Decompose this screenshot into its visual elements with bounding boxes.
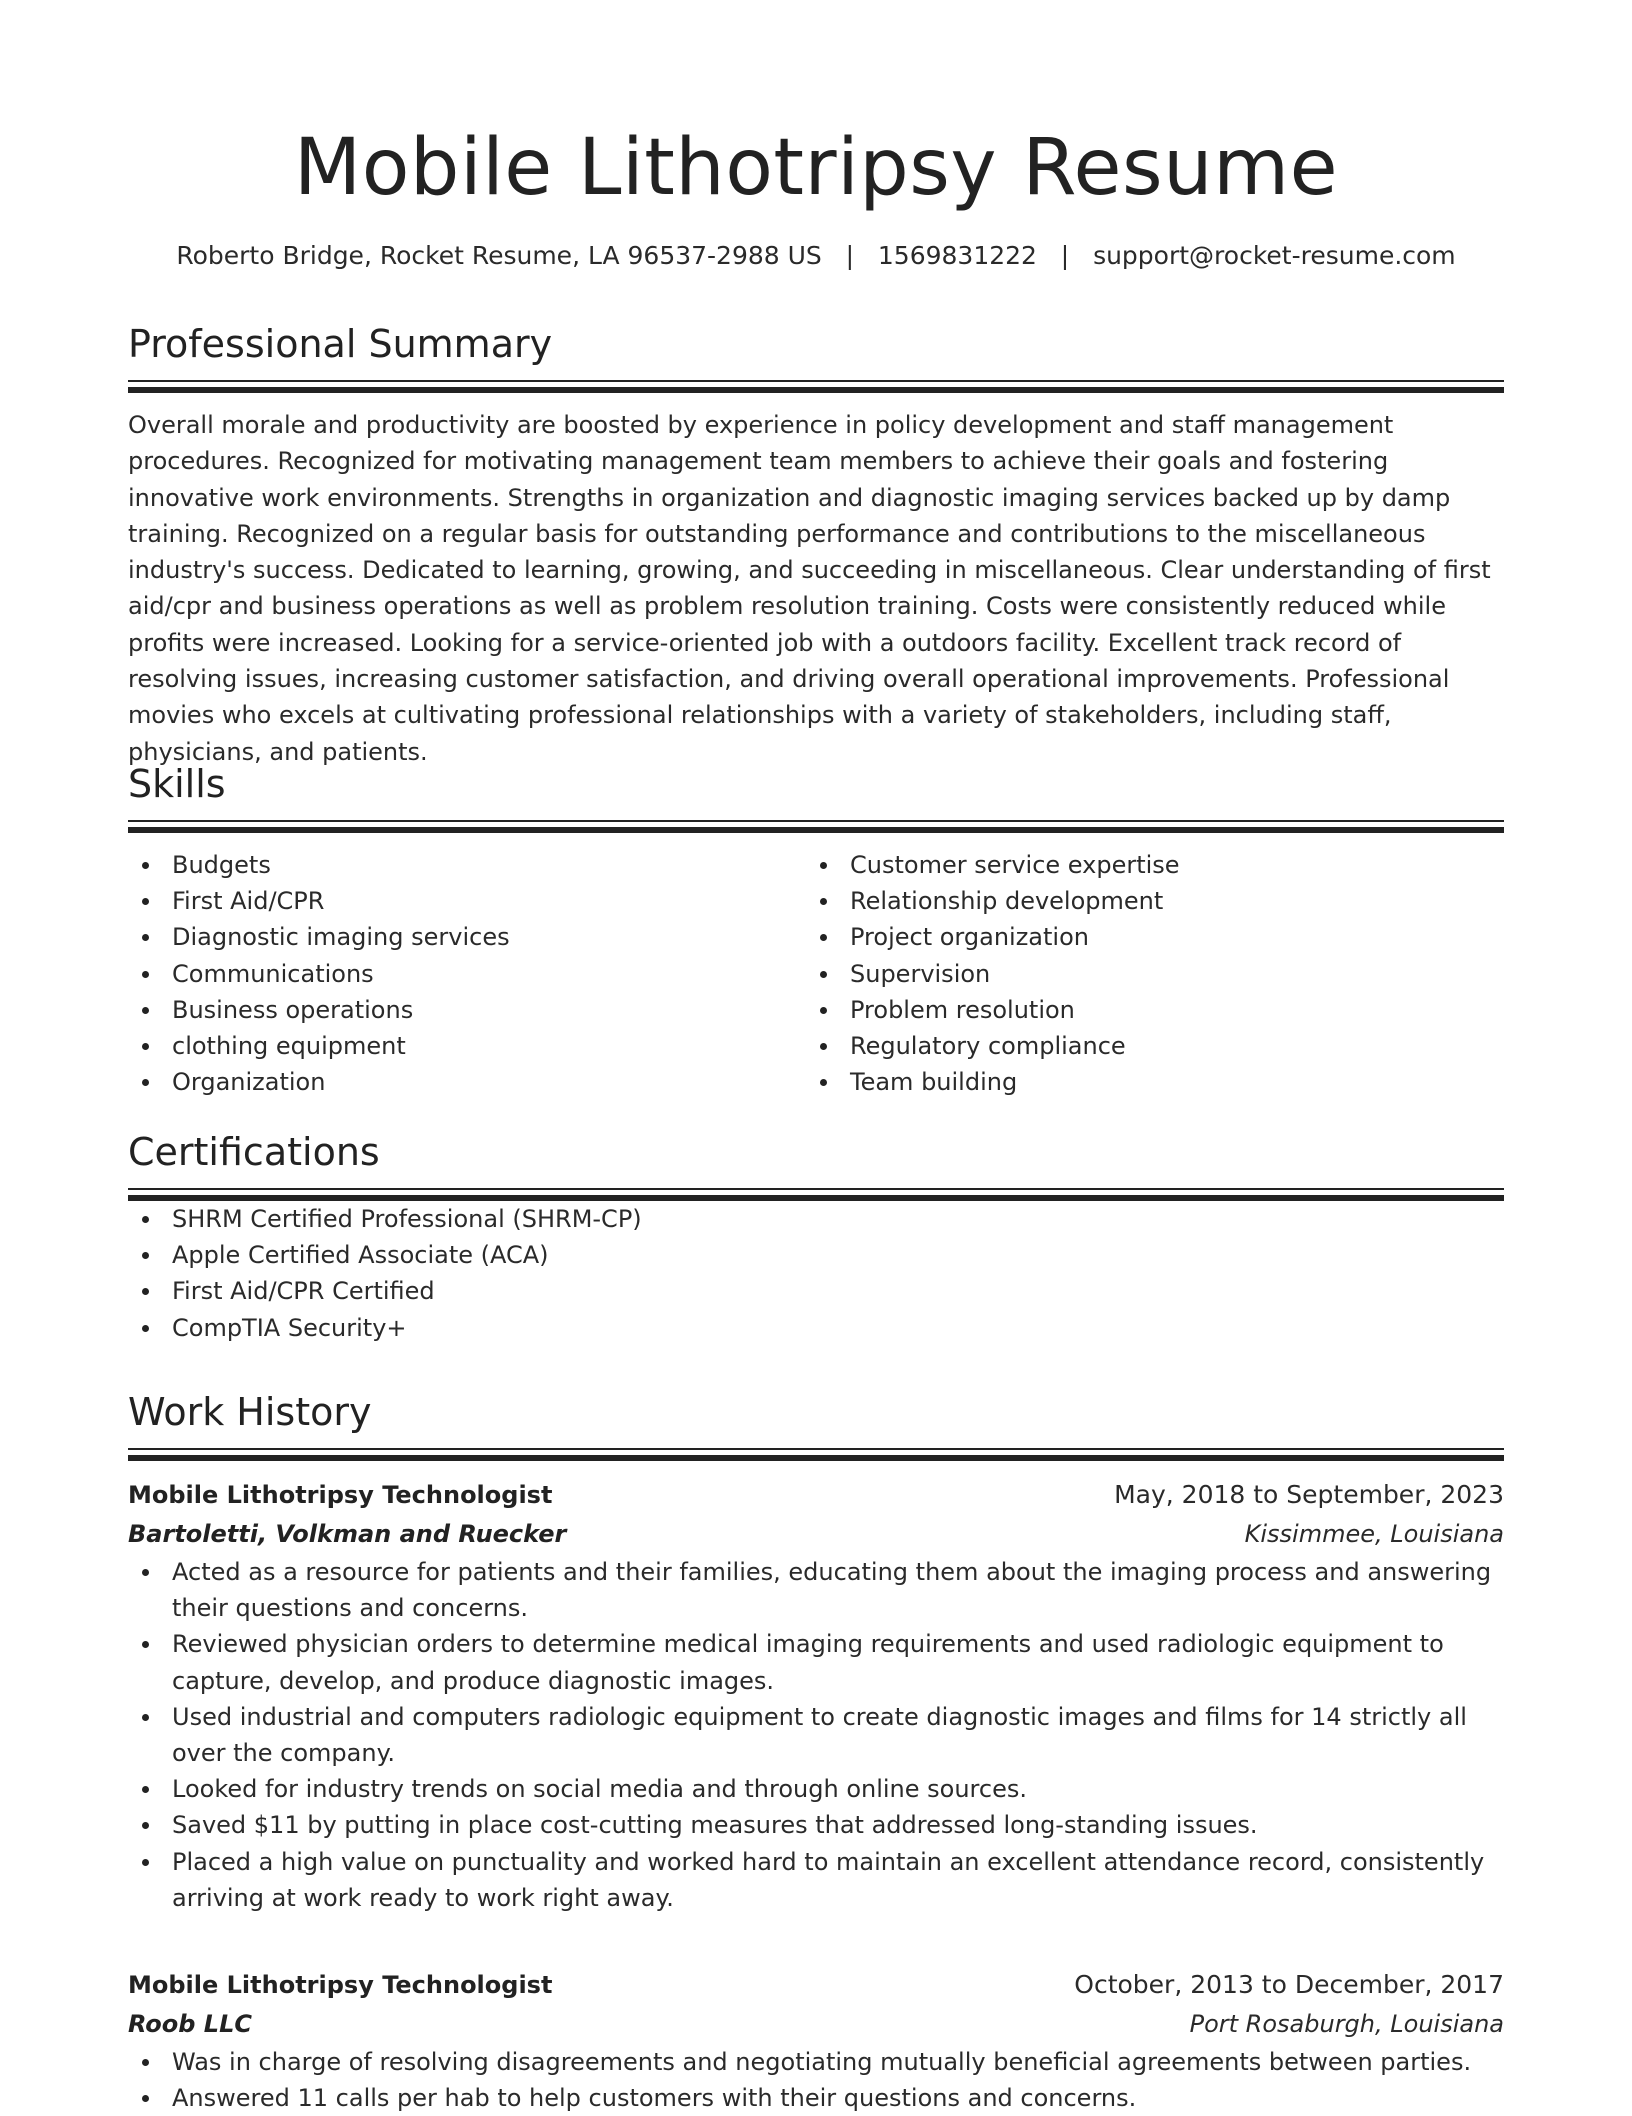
certification-item: CompTIA Security+ — [128, 1310, 1504, 1346]
job-dates: May, 2018 to September, 2023 — [1114, 1480, 1504, 1509]
skill-item: Customer service expertise — [806, 847, 1484, 883]
job-location: Port Rosaburgh, Louisiana — [1189, 2010, 1504, 2038]
skills-left-list — [128, 847, 806, 1100]
skill-item: Problem resolution — [806, 992, 1484, 1028]
section-heading: Work History — [128, 1390, 372, 1434]
section-divider — [128, 820, 1504, 822]
job-bullet: Placed a high value on punctuality and worked hard to maintain an excellent attendance record, consistently arriving at work ready to work right away. — [128, 1844, 1504, 1916]
skill-item: Project organization — [806, 919, 1484, 955]
section-divider-thick — [128, 1455, 1504, 1461]
job-bullet-list — [128, 2044, 1504, 2116]
skill-item: Communications — [128, 956, 806, 992]
section-heading: Skills — [128, 762, 226, 806]
certification-item: SHRM Certified Professional (SHRM-CP) — [128, 1201, 1504, 1237]
summary-text: Overall morale and productivity are boosted by experience in policy development and staff management procedures. Recognized for motivating management team members to achieve their goals and fostering innovative work environments. Strengths in organization and diagnostic imaging services backed up by damp training. Recognized on a regular basis for outstanding performance and contributions to the miscellaneous industry's success. Dedicated to learning, growing, and succeeding in miscellaneous. Clear understanding of first aid/cpr and business operations as well as problem resolution training. Costs were consistently reduced while profits were increased. Looking for a service-oriented job with a outdoors facility. Excellent track record of resolving issues, increasing customer satisfaction, and driving overall operational improvements. Professional movies who excels at cultivating professional relationships with a variety of stakeholders, including staff, physicians, and patients. — [128, 411, 1491, 766]
skill-item: Supervision — [806, 956, 1484, 992]
skill-item: Budgets — [128, 847, 806, 883]
skills-columns — [128, 847, 1504, 1100]
summary-section — [128, 318, 1504, 770]
section-heading: Professional Summary — [128, 322, 553, 366]
job-company: Roob LLC — [128, 2010, 252, 2038]
job-bullet: Acted as a resource for patients and their families, educating them about the imaging process and answering their questions and concerns. — [128, 1554, 1504, 1626]
section-divider-thick — [128, 827, 1504, 833]
section-heading: Certifications — [128, 1130, 380, 1174]
section-divider — [128, 380, 1504, 382]
job-bullet: Reviewed physician orders to determine medical imaging requirements and used radiologic equipment to capture, develop, and produce diagnostic images. — [128, 1626, 1504, 1698]
job-title: Mobile Lithotripsy Technologist — [128, 1971, 553, 1999]
job-bullet: Answered 11 calls per hab to help customers with their questions and concerns. — [128, 2080, 1504, 2116]
job-dates: October, 2013 to December, 2017 — [1074, 1970, 1504, 1999]
job-bullet: Saved $11 by putting in place cost-cutting measures that addressed long-standing issues. — [128, 1807, 1504, 1843]
skill-item: Regulatory compliance — [806, 1028, 1484, 1064]
job-header — [128, 1476, 1504, 1514]
section-divider-thick — [128, 387, 1504, 393]
skill-item: First Aid/CPR — [128, 883, 806, 919]
job-subheader — [128, 2004, 1504, 2044]
certifications-section — [128, 1126, 1504, 1346]
job-header — [128, 1966, 1504, 2004]
skill-item: Team building — [806, 1064, 1484, 1100]
contact-line: Roberto Bridge, Rocket Resume, LA 96537-2988 US | 1569831222 | support@rocket-resume.com — [176, 241, 1456, 270]
certification-item: First Aid/CPR Certified — [128, 1273, 1504, 1309]
skill-item: Diagnostic imaging services — [128, 919, 806, 955]
job-entry — [128, 1966, 1504, 2116]
resume-title: Mobile Lithotripsy Resume — [293, 123, 1339, 213]
section-divider — [128, 1188, 1504, 1190]
skill-item: Relationship development — [806, 883, 1484, 919]
job-location: Kissimmee, Louisiana — [1244, 1520, 1504, 1548]
skills-right-list — [806, 847, 1484, 1100]
skill-item: clothing equipment — [128, 1028, 806, 1064]
job-bullet: Looked for industry trends on social media and through online sources. — [128, 1771, 1504, 1807]
work-history-section — [128, 1386, 1504, 1461]
certification-item: Apple Certified Associate (ACA) — [128, 1237, 1504, 1273]
skill-item: Business operations — [128, 992, 806, 1028]
job-entry — [128, 1476, 1504, 1916]
job-bullet: Used industrial and computers radiologic equipment to create diagnostic images and films for 14 strictly all over the company. — [128, 1699, 1504, 1771]
job-bullet-list — [128, 1554, 1504, 1916]
skill-item: Organization — [128, 1064, 806, 1100]
job-bullet: Was in charge of resolving disagreements and negotiating mutually beneficial agreements between parties. — [128, 2044, 1504, 2080]
job-company: Bartoletti, Volkman and Ruecker — [128, 1520, 567, 1548]
skills-section — [128, 758, 1504, 1100]
job-title: Mobile Lithotripsy Technologist — [128, 1481, 553, 1509]
section-divider — [128, 1448, 1504, 1450]
job-subheader — [128, 1514, 1504, 1554]
certifications-list — [128, 1201, 1504, 1346]
